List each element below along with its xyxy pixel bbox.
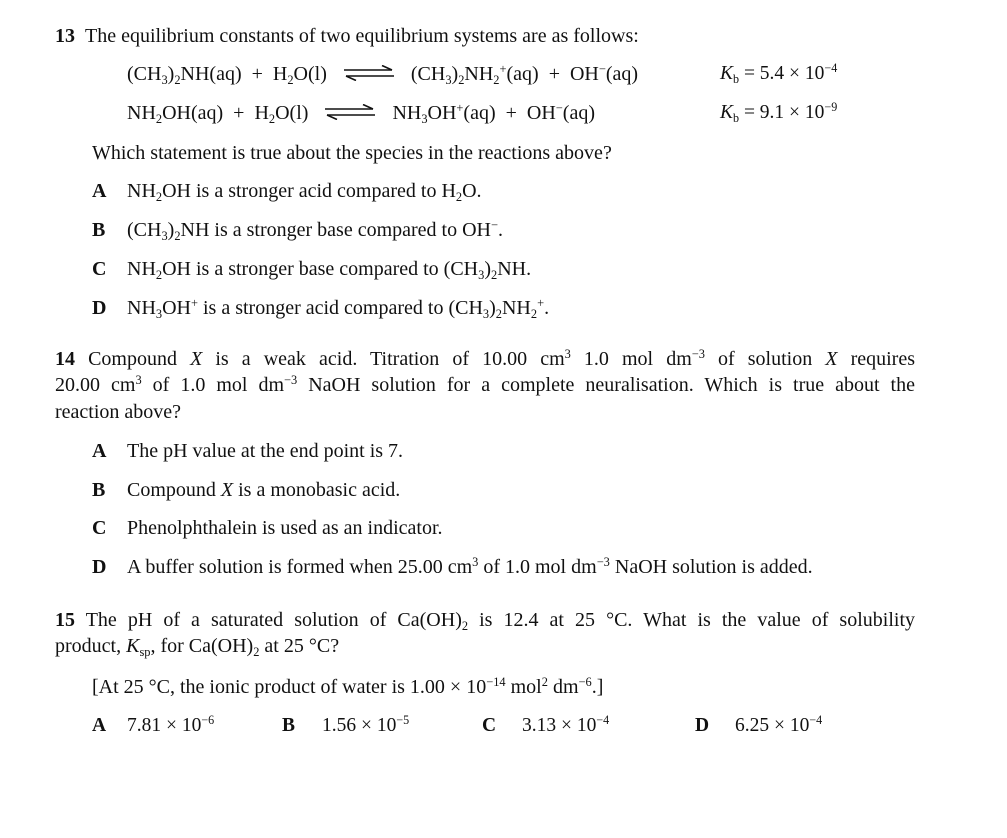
q13-option-b: B $(CH_3)_2NH$ is a stronger base compared to OH−. (92, 218, 503, 243)
q15-option-b: B $1.56 \times 10^{-5}$ (282, 713, 410, 736)
q13-option-a: A $NH_2OH$ is a stronger acid compared to $H_2O$. (92, 180, 482, 204)
q15-option-a: A $7.81 \times 10^{-6}$ (92, 713, 215, 736)
q14-option-d: D A buffer solution is formed when 25.00 $cm^3$ of 1.0 mol $dm^{-3}$ NaOH solution is added. (92, 555, 813, 578)
q14-option-b: B Compound X is a monobasic acid. (92, 479, 401, 501)
q13-question: Which statement is true about the species in the reactions above? (92, 142, 612, 164)
q14-stem-line-1: 14 Compound X is a weak acid. Titration of 10.00 $cm^3$ 1.0 mol $dm^{-3}$ of solution X requires (55, 347, 916, 370)
q15-stem-line-2: product, $K_{sp}$, for $Ca(OH)_2$ at 25 °C? (55, 635, 340, 659)
q13-stem: The equilibrium constants of two equilibrium systems are as follows: (85, 25, 639, 47)
q15-note: [At 25 °C, the ionic product of water is $1.00 \times 10^{-14}$ mol$^2$ $dm^{-6}$.] (92, 675, 604, 698)
q14-option-a: A The pH value at the end point is 7. (92, 440, 404, 462)
q13-option-d: D $NH_3OH^+$ is a stronger acid compared to $(CH_3)_2NH_2^+$. (92, 296, 550, 321)
q15-option-d: D $6.25 \times 10^{-4}$ (695, 713, 823, 736)
q14-number: 14 (55, 348, 75, 370)
q15-option-c: C $3.13 \times 10^{-4}$ (482, 713, 610, 736)
q15-number: 15 (55, 609, 75, 631)
q14-stem-line-2: 20.00 $cm^3$ of 1.0 mol $dm^{-3}$ NaOH solution for a complete neuralisation. Which is true about the (55, 373, 915, 396)
q15-stem-line-1: 15 The pH of a saturated solution of $Ca(OH)_2$ is 12.4 at 25 °C. What is the value of solubility (55, 609, 915, 633)
q13-stem-line (55, 24, 639, 48)
equilibrium-arrow-icon (323, 104, 377, 120)
q14-stem-line-3: reaction above? (55, 401, 182, 423)
q13-reaction-2: $NH_2OH(aq) + H_2O(l) NH_3OH^+(aq) + OH^-(aq)$ (127, 101, 595, 126)
q13-option-c: C $NH_2OH$ is a stronger base compared to $(CH_3)_2NH$. (92, 258, 532, 282)
q13-kb-1: $K_b = 5.4 \times 10^{-4}$ (720, 61, 838, 86)
q13-reaction-1: $(CH_3)_2NH(aq) + H_2O(l) (CH_3)_2NH_2^+(aq) + OH^-(aq)$ (127, 62, 639, 87)
equilibrium-arrow-icon (342, 65, 396, 81)
q14-option-c: C Phenolphthalein is used as an indicator. (92, 517, 443, 539)
q13-number: 13 (55, 25, 75, 47)
q13-kb-2: $K_b = 9.1 \times 10^{-9}$ (720, 100, 838, 125)
